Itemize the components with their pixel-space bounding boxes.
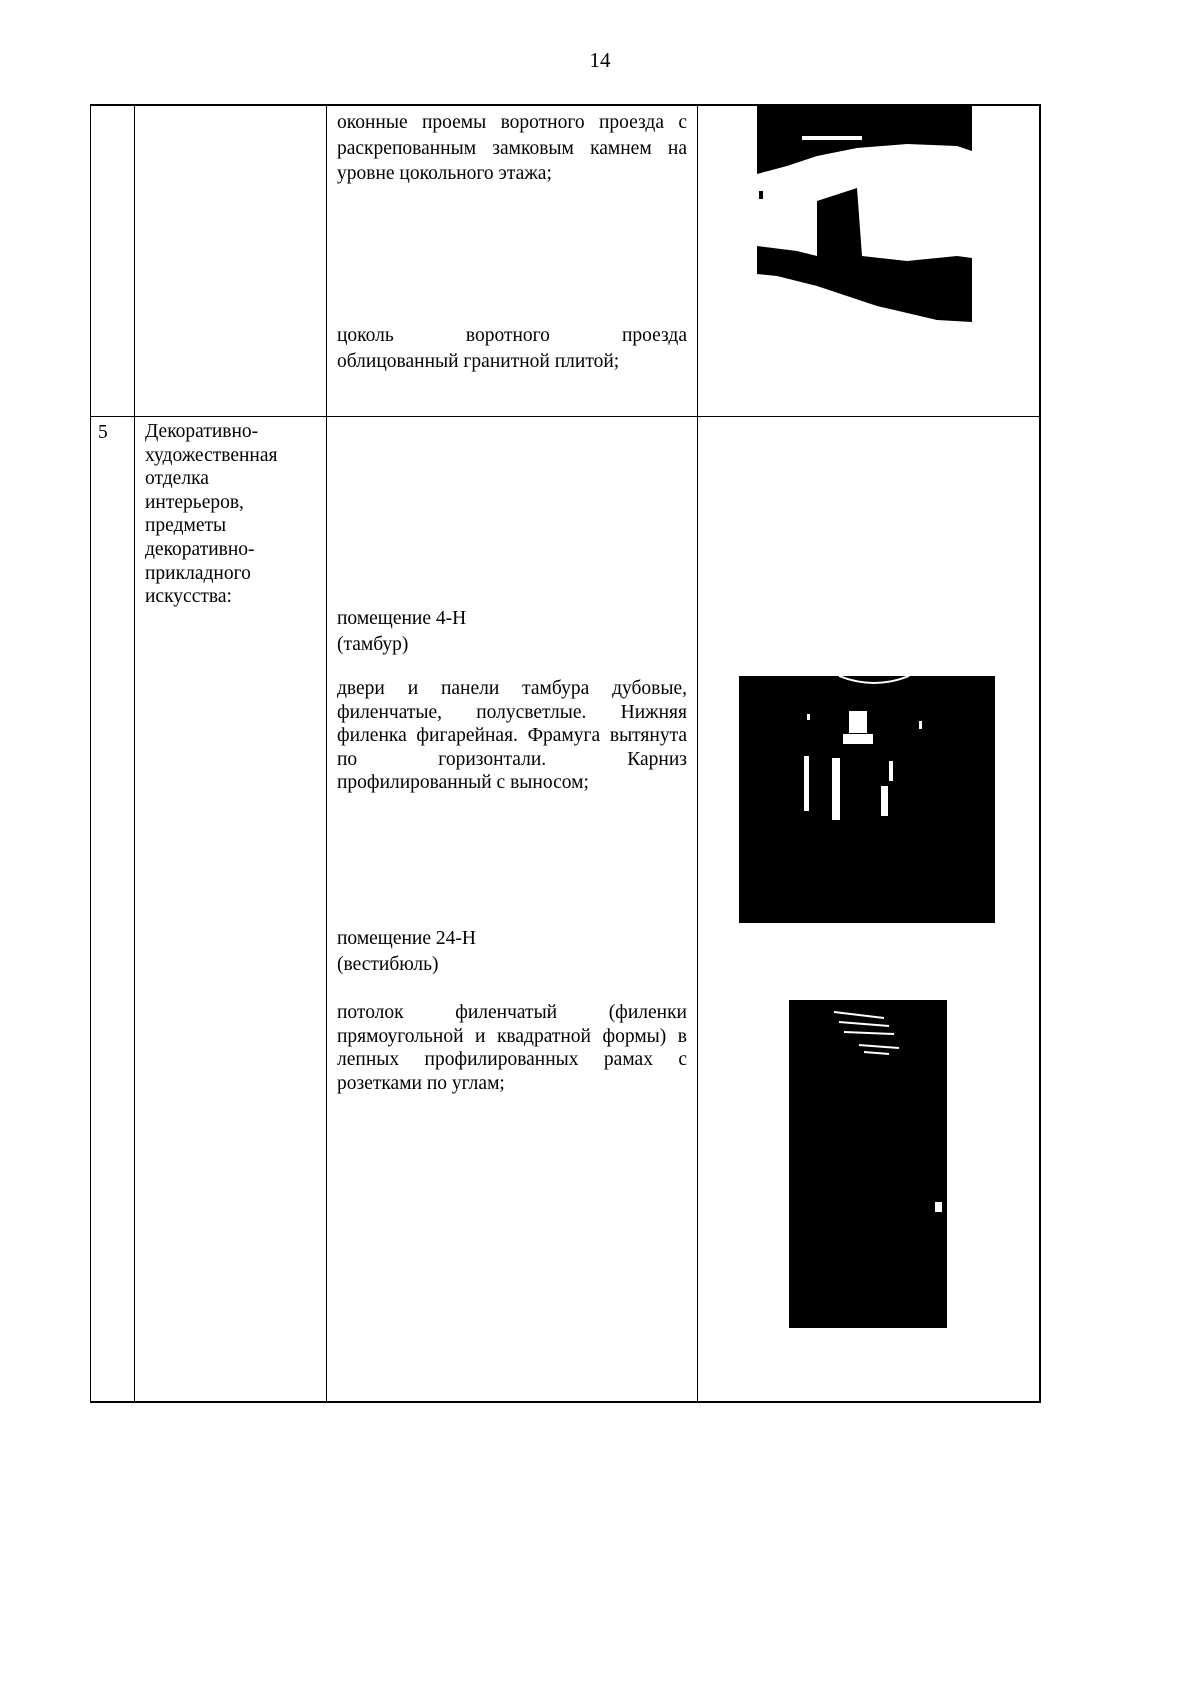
title-line: отделка	[145, 468, 209, 490]
row-divider	[90, 416, 1041, 417]
title-line: прикладного	[145, 562, 251, 584]
photo-vestibule-doors-image	[739, 676, 995, 923]
text-line: прямоугольной и квадратной формы) в	[337, 1025, 687, 1047]
text-line: розетками по углам;	[337, 1072, 505, 1094]
title-line: художественная	[145, 444, 278, 466]
photo-gate-arch-image	[757, 106, 972, 322]
room-24n-heading	[337, 926, 687, 977]
photo-vestibule-ceiling-image	[789, 1000, 947, 1328]
text-line: цоколь воротного проезда	[337, 325, 687, 346]
gate-openings-description	[337, 110, 687, 187]
text-line: по горизонтали. Карниз	[337, 748, 687, 770]
table-border-right	[1039, 104, 1041, 1403]
title-line: интерьеров,	[145, 491, 244, 513]
text-line: филенка фигарейная. Фрамуга вытянута	[337, 725, 687, 747]
table-border-left	[90, 104, 91, 1403]
text-line: двери и панели тамбура дубовые,	[337, 678, 687, 699]
room-note: (вестибюль)	[337, 953, 439, 975]
page-number: 14	[589, 48, 611, 72]
title-line: искусства:	[145, 586, 232, 608]
text-line: уровне цокольного этажа;	[337, 163, 552, 184]
text-line: облицованный гранитной плитой;	[337, 350, 620, 372]
room-4n-description	[337, 677, 687, 795]
room-24n-description	[337, 1001, 687, 1095]
text-line: оконные проемы воротного проезда с	[337, 112, 687, 133]
table-border-bottom	[90, 1401, 1041, 1403]
title-line: Декоративно-	[145, 421, 259, 442]
room-note: (тамбур)	[337, 633, 409, 655]
text-line: раскрепованным замковым камнем на	[337, 137, 687, 159]
column-divider-1	[134, 104, 135, 1403]
title-line: предметы	[145, 515, 227, 537]
row-number: 5	[98, 422, 108, 443]
room-name: помещение 4-Н	[337, 608, 467, 629]
room-name: помещение 24-Н	[337, 928, 476, 949]
room-4n-heading	[337, 606, 687, 657]
title-line: декоративно-	[145, 538, 255, 560]
text-line: филенчатые, полусветлые. Нижняя	[337, 701, 687, 723]
text-line: профилированный с выносом;	[337, 772, 589, 794]
text-line: лепных профилированных рамах с	[337, 1049, 687, 1071]
row-title	[145, 420, 320, 609]
photo-gate-arch	[757, 106, 972, 322]
column-divider-2	[326, 104, 327, 1403]
photo-vestibule-ceiling	[789, 1000, 947, 1328]
gate-plinth-description	[337, 323, 687, 374]
column-divider-3	[697, 104, 698, 1403]
text-line: потолок филенчатый (филенки	[337, 1002, 687, 1023]
photo-vestibule-doors	[739, 676, 995, 923]
